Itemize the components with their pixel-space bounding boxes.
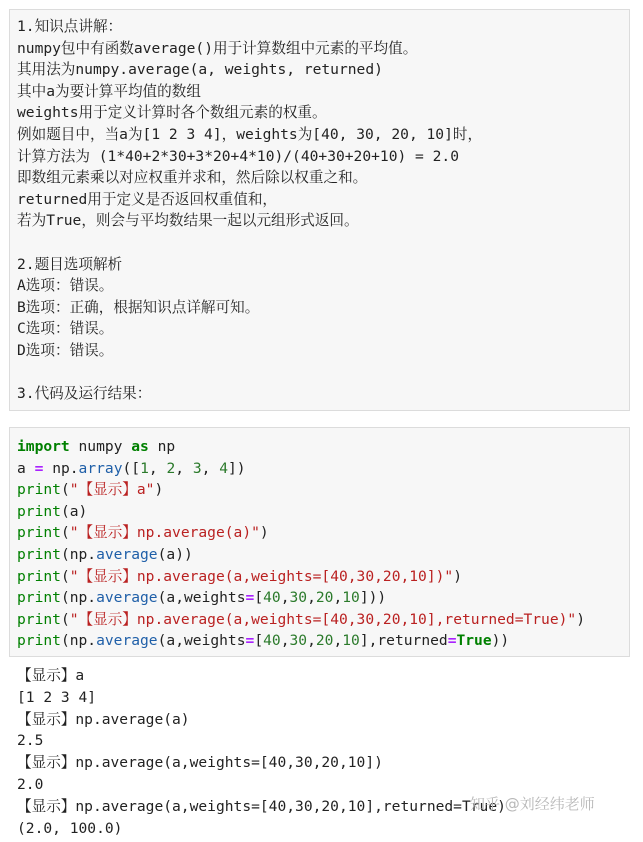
output-line: (2.0, 100.0) xyxy=(17,819,123,837)
weight-val: 40 xyxy=(263,632,281,650)
code-line-print-avg: print(np.average(a)) xyxy=(17,545,193,563)
as-keyword: as xyxy=(131,438,149,455)
code-line-print-avg-label: print("【显示】np.average(a)") xyxy=(17,524,269,542)
explanation-line: 例如题目中，当a为[1 2 3 4]，weights为[40, 30, 20, 10]时， xyxy=(17,125,483,143)
code-line-import xyxy=(17,436,629,458)
weight-val: 20 xyxy=(315,589,334,607)
module-alias: np xyxy=(157,438,176,455)
explanation-line: 若为True，则会与平均数结果一起以元组形式返回。 xyxy=(17,212,359,230)
var-a: a xyxy=(69,502,79,520)
array-val: 3 xyxy=(192,459,202,477)
output-line: 【显示】np.average(a,weights=[40,30,20,10],returned=True) xyxy=(17,797,506,815)
code-line-print-a: print(a) xyxy=(17,502,88,520)
code-line-print-avg-wr-label: print("【显示】np.average(a,weights=[40,30,20,10],returned=True)") xyxy=(17,610,586,628)
print-fn: print xyxy=(17,481,61,499)
weight-val: 10 xyxy=(342,589,360,607)
var-a: a xyxy=(166,632,176,650)
weights-kw: weights xyxy=(184,589,246,607)
explanation-line: B选项：正确，根据知识点详解可知。 xyxy=(17,298,260,316)
print-fn: print xyxy=(17,567,61,585)
code-line-print-avg-w: print(np.average(a,weights=[40,30,20,10])) xyxy=(17,589,387,607)
print-fn: print xyxy=(17,502,61,520)
string-literal: "【显示】np.average(a)" xyxy=(69,524,260,542)
weights-kw: weights xyxy=(184,632,246,650)
explanation-line: weights用于定义计算时各个数组元素的权重。 xyxy=(17,104,327,122)
blank-line xyxy=(17,362,629,384)
average-fn: average xyxy=(96,545,158,563)
assign-op: = xyxy=(34,459,44,477)
blank-line xyxy=(17,232,629,254)
explanation-line: numpy包中有函数average()用于计算数组中元素的平均值。 xyxy=(17,39,418,57)
output-line: 2.5 xyxy=(17,732,44,750)
assign-op: = xyxy=(447,632,457,650)
explanation-line: 其中a为要计算平均值的数组 xyxy=(17,82,201,100)
assign-op: = xyxy=(245,632,255,650)
array-fn: array xyxy=(78,459,123,477)
explanation-line: 计算方法为 (1*40+2*30+3*20+4*10)/(40+30+20+10) = 2.0 xyxy=(17,147,459,165)
output-line: 【显示】a xyxy=(17,667,85,684)
assign-op: = xyxy=(245,589,255,607)
explanation-line: C选项：错误。 xyxy=(17,320,114,338)
explanation-line: 2.题目选项解析 xyxy=(17,255,123,273)
np-prefix: np. xyxy=(69,632,97,650)
code-line-array: a = np.array([1, 2, 3, 4]) xyxy=(17,459,246,477)
print-fn: print xyxy=(17,610,61,628)
code-line-print-avg-w-label: print("【显示】np.average(a,weights=[40,30,20,10])") xyxy=(17,567,462,585)
output-line: 2.0 xyxy=(17,775,44,793)
string-literal: "【显示】np.average(a,weights=[40,30,20,10])" xyxy=(69,567,454,585)
np-prefix: np. xyxy=(69,545,97,563)
weight-val: 20 xyxy=(315,632,334,650)
print-fn: print xyxy=(17,524,61,542)
array-val: 4 xyxy=(219,459,228,477)
watermark: 知乎 @刘经纬老师 xyxy=(470,795,595,813)
np-prefix: np. xyxy=(52,459,79,477)
weight-val: 30 xyxy=(289,589,308,607)
import-keyword: import xyxy=(17,438,70,455)
code-cell[interactable] xyxy=(9,427,630,657)
explanation-line: 其用法为numpy.average(a, weights, returned) xyxy=(17,61,383,79)
weight-val: 10 xyxy=(342,632,360,650)
output-line: [1 2 3 4] xyxy=(17,688,97,706)
average-fn: average xyxy=(96,589,158,607)
array-val: 1 xyxy=(140,459,149,477)
var-a: a xyxy=(166,545,176,563)
explanation-line: 即数组元素乘以对应权重并求和，然后除以权重之和。 xyxy=(17,169,368,187)
output-area xyxy=(17,665,506,839)
weight-val: 30 xyxy=(289,632,308,650)
module-name: numpy xyxy=(78,438,123,455)
explanation-line: A选项：错误。 xyxy=(17,277,114,295)
print-fn: print xyxy=(17,589,61,607)
np-prefix: np. xyxy=(69,589,97,607)
print-fn: print xyxy=(17,545,61,563)
print-fn: print xyxy=(17,632,61,650)
output-line: 【显示】np.average(a,weights=[40,30,20,10]) xyxy=(17,754,383,772)
explanation-cell xyxy=(9,9,630,411)
string-literal: "【显示】a" xyxy=(69,481,155,499)
var-a: a xyxy=(166,589,176,607)
array-open: ([ xyxy=(122,459,141,477)
string-literal: "【显示】np.average(a,weights=[40,30,20,10],returned=True)" xyxy=(69,610,577,628)
explanation-line: returned用于定义是否返回权重值和， xyxy=(17,190,278,208)
weight-val: 40 xyxy=(263,589,281,607)
output-line: 【显示】np.average(a) xyxy=(17,710,190,728)
true-literal: True xyxy=(456,632,492,650)
array-val: 2 xyxy=(166,459,176,477)
explanation-line: 3.代码及运行结果： xyxy=(17,385,152,403)
explanation-line: D选项：错误。 xyxy=(17,341,114,359)
code-line-print-a-label: print("【显示】a") xyxy=(17,481,164,499)
code-line-print-avg-wr: print(np.average(a,weights=[40,30,20,10],returned=True)) xyxy=(17,632,510,650)
var-a: a xyxy=(17,459,26,477)
average-fn: average xyxy=(96,632,158,650)
explanation-line: 1.知识点讲解： xyxy=(17,18,123,35)
returned-kw: returned xyxy=(377,632,448,650)
